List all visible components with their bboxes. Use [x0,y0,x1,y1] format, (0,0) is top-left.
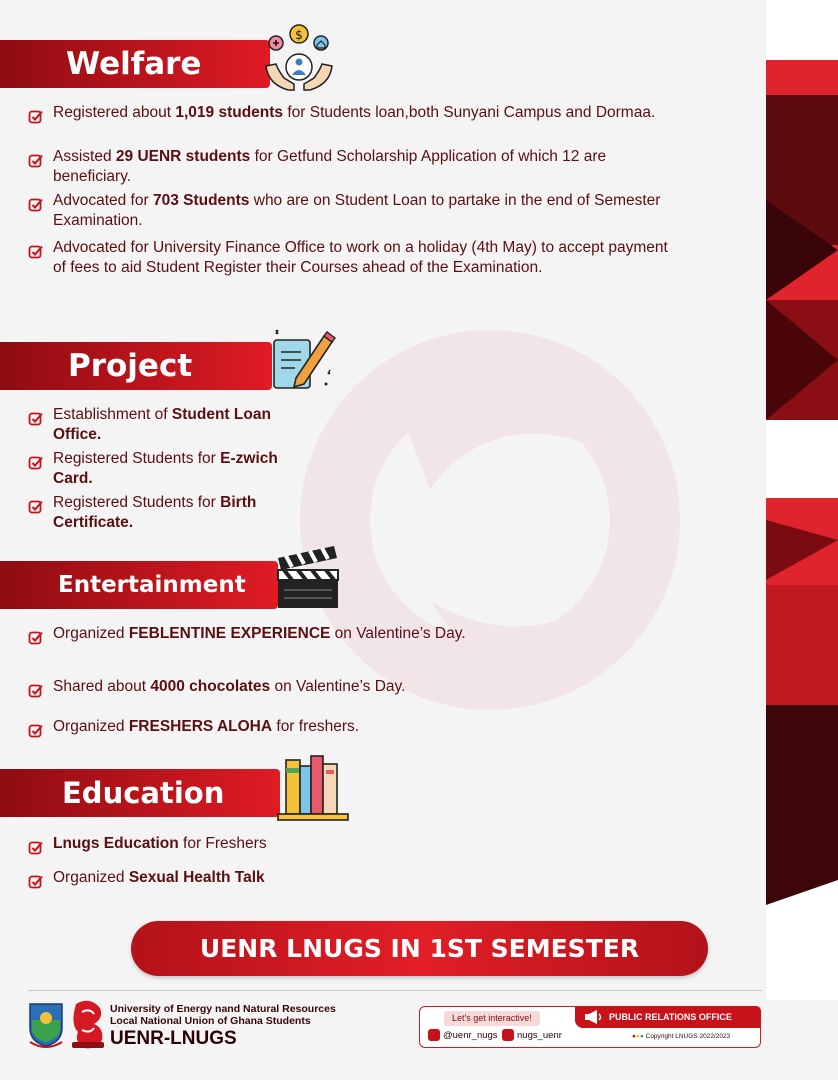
pr-office-label: PUBLIC RELATIONS OFFICE [575,1006,761,1028]
welfare-item-3: Advocated for 703 Students who are on Student Loan to partake in the end of Semester Examination. [28,191,668,230]
entertainment-item-1: Organized FEBLENTINE EXPERIENCE on Valentine’s Day. [28,624,468,646]
uenr-crest-logo [28,1002,64,1048]
check-icon [28,109,44,125]
check-icon [28,499,44,515]
project-item-2: Registered Students for E-zwich Card. [28,449,298,488]
decorative-stripe [766,0,838,1000]
org-short-name: UENR-LNUGS [110,1028,237,1049]
check-icon [28,874,44,890]
check-icon [28,630,44,646]
check-icon [28,244,44,260]
education-item-1: Lnugs Education for Freshers [28,834,348,856]
books-icon [276,754,350,822]
check-icon [28,840,44,856]
welfare-title: Welfare [66,46,202,82]
watermark-mascot [280,270,700,790]
entertainment-item-2: Shared about 4000 chocolates on Valentine’s Day. [28,677,488,699]
notepad-pencil-icon [266,322,340,396]
org-line-1: University of Energy nand Natural Resources [110,1003,336,1015]
education-header [0,769,280,817]
contact-box [419,1006,761,1048]
footer-divider [28,990,762,991]
welfare-item-1: Registered about 1,019 students for Students loan,both Sunyani Campus and Dormaa. [28,103,668,125]
lnugs-mascot-logo [68,998,108,1050]
welfare-item-4: Advocated for University Finance Office to work on a holiday (4th May) to accept payment of fees to aid Student Register their Courses ahead of the Examination. [28,238,668,277]
interactive-tag: Let's get interactive! [444,1011,540,1026]
education-item-2: Organized Sexual Health Talk [28,868,348,890]
twitter-icon [502,1029,514,1041]
svg-text:$: $ [295,28,303,42]
semester-banner: UENR LNUGS IN 1ST SEMESTER [131,921,708,976]
entertainment-item-3: Organized FRESHERS ALOHA for freshers. [28,717,488,739]
project-item-3: Registered Students for Birth Certificate. [28,493,298,532]
entertainment-title: Entertainment [58,572,246,598]
footer-organization [110,1003,336,1051]
check-icon [28,723,44,739]
check-icon [28,455,44,471]
project-item-1: Establishment of Student Loan Office. [28,405,298,444]
copyright-text: ●●● Copyright LNUGS 2022/2023 [632,1033,731,1040]
megaphone-icon [583,1009,603,1025]
project-title: Project [68,348,193,384]
twitter-handle[interactable]: nugs_uenr [502,1029,562,1041]
welfare-hands-icon [262,22,336,96]
welfare-item-2: Assisted 29 UENR students for Getfund Scholarship Application of which 12 are beneficiary. [28,147,668,186]
instagram-handle[interactable]: @uenr_nugs [428,1029,498,1041]
org-line-2: Local National Union of Ghana Students [110,1015,311,1027]
project-header [0,342,272,390]
welfare-header [0,40,270,88]
education-title: Education [62,776,225,810]
check-icon [28,197,44,213]
instagram-icon [428,1029,440,1041]
dots-decoration: ● [632,1033,636,1040]
entertainment-header [0,561,278,609]
check-icon [28,153,44,169]
check-icon [28,683,44,699]
check-icon [28,411,44,427]
clapperboard-icon [274,544,342,610]
